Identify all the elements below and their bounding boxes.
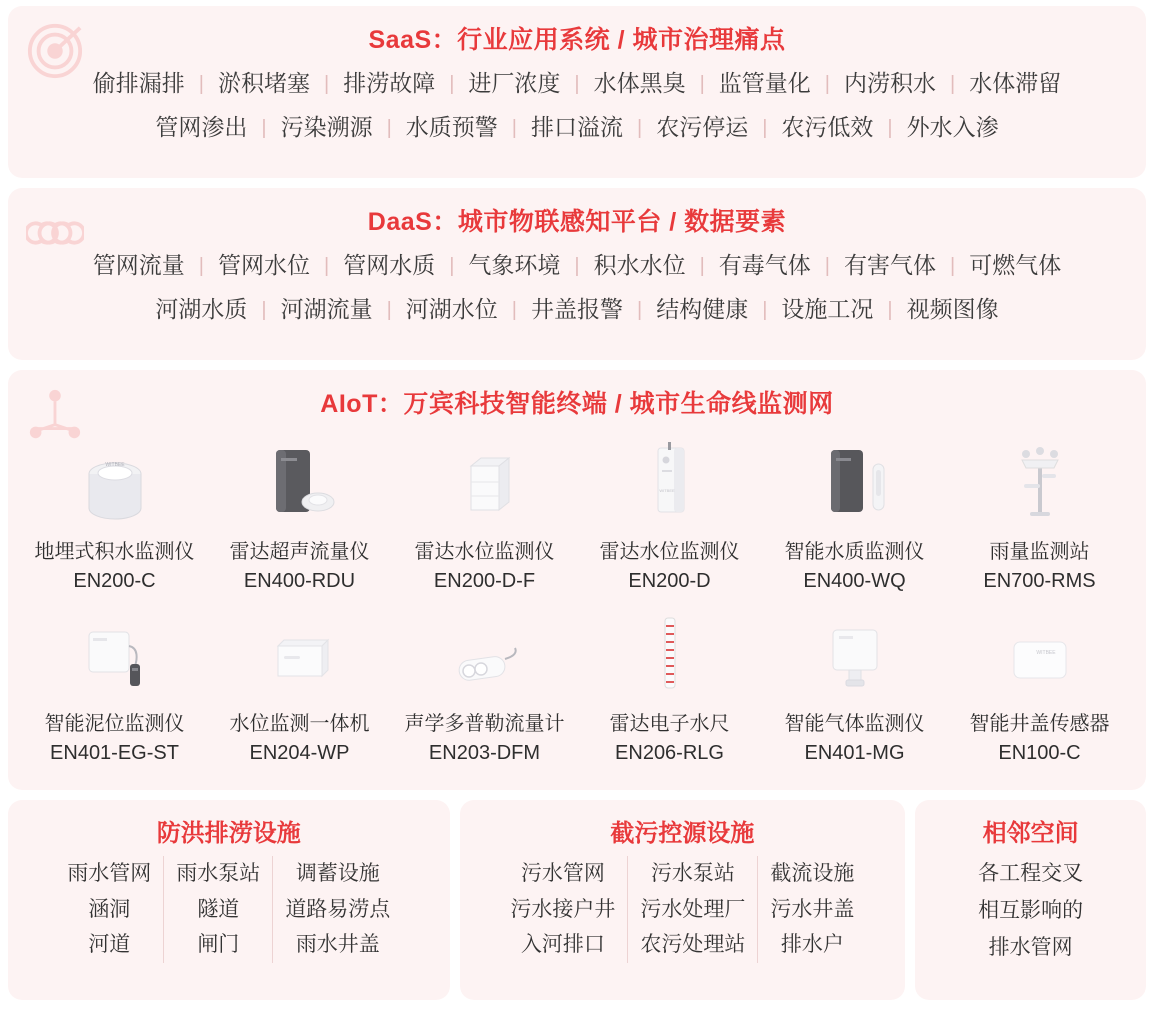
tag-separator: | — [699, 72, 705, 95]
tag: 外水入渗 — [906, 113, 999, 140]
electronic-water-gauge-icon — [579, 610, 760, 702]
device-name: 雷达电子水尺 — [609, 713, 730, 735]
daas-tag-row-1 — [8, 244, 1146, 288]
device-model: EN204-WP — [249, 742, 350, 764]
tag: 排口溢流 — [531, 113, 623, 140]
panel-sensor-icon — [209, 610, 390, 702]
sewage-control-columns — [460, 856, 906, 963]
item: 隧道 — [197, 897, 240, 921]
tag-separator: | — [950, 72, 956, 95]
device-name: 雷达水位监测仪 — [599, 541, 740, 563]
adjacent-space-lines — [915, 856, 1146, 966]
tag: 农污停运 — [656, 113, 749, 140]
device-card[interactable] — [947, 604, 1132, 772]
tag: 视频图像 — [906, 295, 999, 322]
tag: 农污低效 — [781, 113, 874, 140]
tag: 河湖流量 — [280, 295, 373, 322]
tag-separator: | — [762, 298, 768, 321]
device-grid — [8, 426, 1146, 772]
adjacent-space-panel — [915, 800, 1146, 1000]
dark-box-sensor-icon — [209, 438, 390, 530]
tag: 井盖报警 — [531, 295, 623, 322]
column — [55, 856, 163, 963]
device-name: 智能水质监测仪 — [784, 541, 925, 563]
item: 调蓄设施 — [295, 862, 380, 885]
tag: 河湖水位 — [405, 295, 498, 322]
flood-control-columns — [8, 856, 450, 963]
tag: 水体黑臭 — [593, 70, 686, 96]
item: 闸门 — [197, 933, 240, 957]
tag-separator: | — [386, 298, 392, 321]
mud-level-sensor-icon — [24, 610, 205, 702]
item: 排水管网 — [988, 935, 1073, 959]
flood-control-title: 防洪排涝设施 — [156, 820, 301, 847]
device-name: 声学多普勒流量计 — [404, 713, 565, 735]
item: 污水泵站 — [650, 862, 735, 885]
device-card[interactable] — [762, 604, 947, 772]
daas-tag-row-2 — [8, 288, 1146, 332]
tag: 管网流量 — [92, 252, 185, 278]
tag-separator: | — [887, 298, 893, 321]
tag-separator: | — [261, 116, 267, 139]
tag: 淤积堵塞 — [217, 70, 310, 96]
tag-separator: | — [574, 254, 580, 277]
column — [627, 856, 757, 963]
device-card[interactable] — [392, 604, 577, 772]
svg-text:WITBEE: WITBEE — [658, 488, 675, 493]
item: 雨水泵站 — [176, 862, 261, 885]
tag-separator: | — [574, 72, 580, 95]
item: 入河排口 — [520, 933, 605, 957]
device-card[interactable] — [22, 432, 207, 600]
aiot-panel — [8, 370, 1146, 790]
device-card[interactable] — [207, 432, 392, 600]
infinity-loop-icon — [26, 204, 84, 262]
device-card[interactable] — [577, 432, 762, 600]
tag: 管网水位 — [217, 252, 310, 278]
device-name: 水位监测一体机 — [229, 713, 370, 735]
network-node-icon — [26, 386, 84, 444]
item: 涵洞 — [88, 897, 131, 921]
device-card[interactable] — [207, 604, 392, 772]
item: 污水接户井 — [510, 897, 616, 921]
column — [163, 856, 272, 963]
white-cube-sensor-icon — [394, 438, 575, 530]
tag: 进厂浓度 — [468, 70, 561, 96]
tag: 气象环境 — [468, 252, 561, 278]
column — [757, 856, 866, 963]
weather-station-icon — [949, 438, 1130, 530]
tag: 管网水质 — [343, 252, 436, 278]
tag-separator: | — [950, 254, 956, 277]
device-name: 雷达超声流量仪 — [229, 541, 370, 563]
tag-separator: | — [198, 72, 204, 95]
tag: 监管量化 — [718, 70, 811, 96]
tag-separator: | — [261, 298, 267, 321]
device-card[interactable] — [947, 432, 1132, 600]
item: 农污处理站 — [640, 933, 746, 957]
tag-separator: | — [762, 116, 768, 139]
item: 截流设施 — [770, 862, 855, 885]
tag-separator: | — [386, 116, 392, 139]
daas-panel — [8, 188, 1146, 360]
tag: 内涝积水 — [844, 70, 936, 96]
gas-detector-icon — [764, 610, 945, 702]
tag-separator: | — [824, 254, 830, 277]
sewage-control-panel — [460, 800, 906, 1000]
tag-separator: | — [511, 298, 517, 321]
device-name: 智能泥位监测仪 — [44, 713, 185, 735]
tag: 有毒气体 — [718, 252, 811, 278]
sewage-control-title: 截污控源设施 — [610, 820, 755, 847]
tag: 排涝故障 — [343, 70, 436, 96]
tag: 结构健康 — [656, 295, 749, 322]
device-name: 雷达水位监测仪 — [414, 541, 555, 563]
svg-text:WITBEE: WITBEE — [104, 462, 125, 468]
saas-panel — [8, 6, 1146, 178]
tag-separator: | — [511, 116, 517, 139]
item: 污水井盖 — [770, 897, 855, 921]
item: 雨水管网 — [67, 862, 152, 885]
item: 相互影响的 — [978, 898, 1084, 922]
daas-title: DaaS：城市物联感知平台 / 数据要素 — [367, 208, 787, 236]
item: 污水处理厂 — [640, 897, 746, 921]
manhole-cover-sensor-icon — [949, 610, 1130, 702]
device-card[interactable] — [22, 604, 207, 772]
item: 河道 — [88, 933, 131, 957]
tag: 污染溯源 — [280, 113, 373, 140]
saas-tag-row-2 — [8, 106, 1146, 150]
tag: 有害气体 — [844, 252, 936, 278]
tag: 可燃气体 — [969, 252, 1062, 278]
doppler-flow-meter-icon — [394, 610, 575, 702]
tag: 设施工况 — [781, 295, 874, 322]
item: 污水管网 — [520, 862, 605, 885]
device-name: 雨量监测站 — [989, 541, 1090, 563]
tall-white-sensor-icon — [579, 438, 760, 530]
tag-separator: | — [323, 72, 330, 95]
tag-separator: | — [887, 116, 893, 139]
tag-separator: | — [637, 298, 643, 321]
device-name: 地埋式积水监测仪 — [34, 541, 195, 563]
tag-separator: | — [699, 254, 705, 277]
round-buried-sensor-icon — [24, 438, 205, 530]
device-model: EN203-DFM — [428, 742, 541, 764]
tag: 管网渗出 — [155, 113, 248, 140]
item: 道路易涝点 — [285, 897, 391, 921]
device-card[interactable] — [762, 432, 947, 600]
device-model: EN100-C — [998, 742, 1081, 764]
tag: 积水水位 — [593, 252, 686, 278]
tag: 河湖水质 — [155, 295, 248, 322]
tag-separator: | — [323, 254, 330, 277]
saas-title: SaaS：行业应用系统 / 城市治理痛点 — [368, 26, 786, 54]
device-name: 智能气体监测仪 — [784, 713, 925, 735]
device-model: EN400-WQ — [803, 570, 906, 592]
tag-separator: | — [449, 72, 455, 95]
device-card[interactable] — [392, 432, 577, 600]
item: 雨水井盖 — [295, 933, 380, 957]
adjacent-space-title: 相邻空间 — [982, 820, 1079, 847]
saas-tag-row-1 — [8, 62, 1146, 106]
tag-separator: | — [637, 116, 643, 139]
item: 排水户 — [780, 933, 844, 957]
svg-text:WITBEE: WITBEE — [1035, 650, 1056, 656]
tag: 偷排漏排 — [92, 70, 185, 96]
device-model: EN206-RLG — [615, 742, 724, 764]
device-model: EN200-D-F — [433, 570, 536, 592]
device-card[interactable] — [577, 604, 762, 772]
device-name: 智能井盖传感器 — [969, 713, 1110, 735]
target-rings-icon — [26, 22, 84, 80]
bottom-row — [8, 800, 1146, 1000]
aiot-title: AIoT：万宾科技智能终端 / 城市生命线监测网 — [320, 390, 834, 418]
device-model: EN200-C — [73, 570, 156, 592]
tag-separator: | — [198, 254, 204, 277]
device-model: EN401-MG — [804, 742, 905, 764]
item: 各工程交叉 — [978, 862, 1084, 885]
column — [272, 856, 402, 963]
tag: 水体滞留 — [969, 70, 1062, 96]
device-model: EN401-EG-ST — [50, 742, 179, 764]
column — [498, 856, 627, 963]
device-model: EN200-D — [628, 570, 711, 592]
tag-separator: | — [449, 254, 455, 277]
flood-control-panel — [8, 800, 450, 1000]
tag-separator: | — [824, 72, 830, 95]
device-model: EN400-RDU — [243, 570, 356, 592]
dark-water-quality-icon — [764, 438, 945, 530]
tag: 水质预警 — [405, 113, 498, 140]
device-model: EN700-RMS — [983, 570, 1096, 592]
